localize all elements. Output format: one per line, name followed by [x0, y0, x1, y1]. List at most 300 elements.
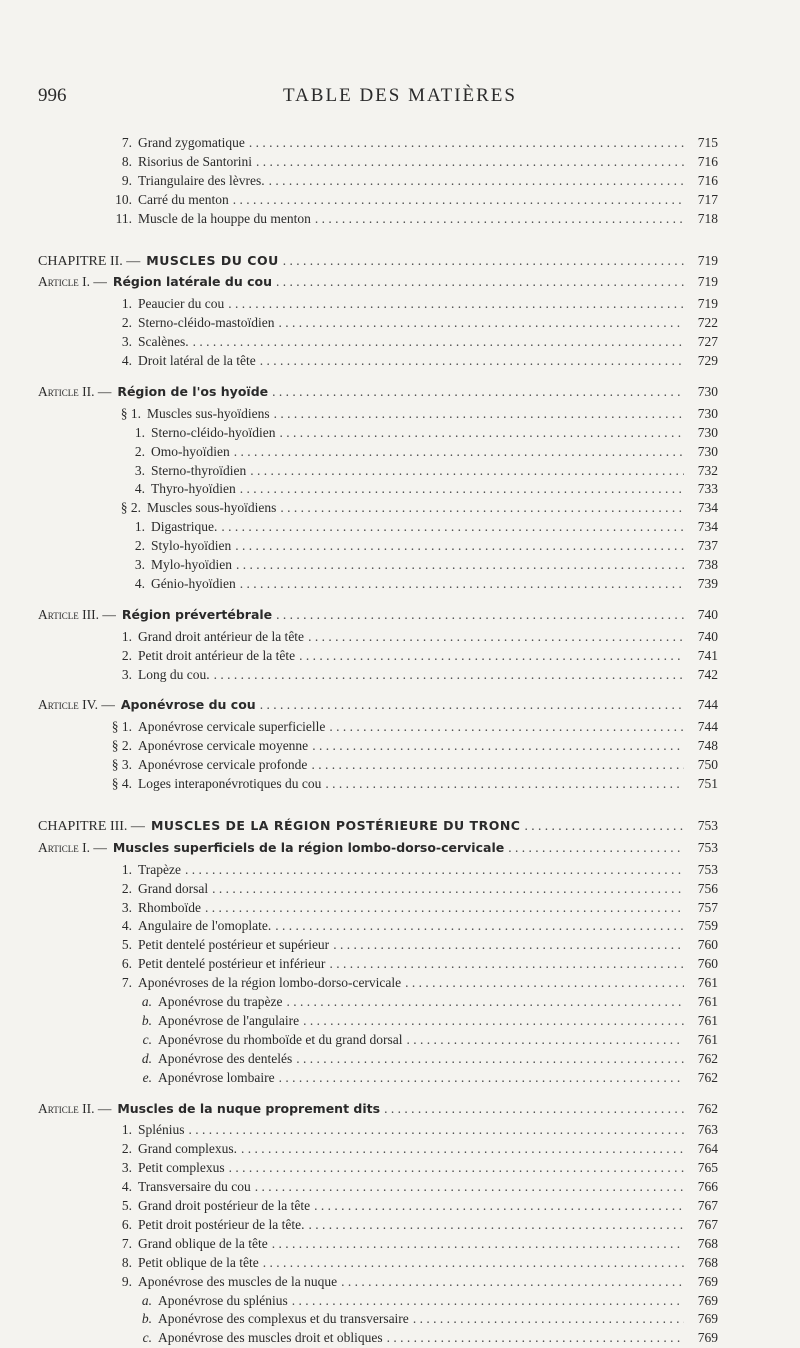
- toc-number: 1.: [121, 296, 132, 312]
- toc-title: Omo-hyoïdien: [151, 443, 230, 459]
- toc-number: § 2.: [120, 500, 141, 516]
- dot-leader: [283, 251, 684, 271]
- toc-row-subitem: [125, 574, 718, 594]
- toc-page-number: 761: [697, 1031, 718, 1047]
- toc-label: [110, 351, 256, 371]
- toc-number: 3.: [134, 557, 145, 572]
- toc-page-number: 738: [697, 557, 718, 572]
- toc-title: Muscles superficiels de la région lombo-dorso-cervicale: [112, 839, 505, 855]
- dot-leader: [314, 1196, 684, 1216]
- dot-leader: [228, 294, 684, 314]
- dot-leader: [249, 133, 684, 153]
- toc-number: 3.: [134, 462, 145, 478]
- toc-label: [38, 251, 279, 272]
- toc-row-item: [110, 665, 718, 685]
- toc-row-item: [110, 1215, 718, 1235]
- toc-number: Article II. —: [38, 1100, 112, 1116]
- toc-label: [125, 479, 236, 499]
- toc-title: Aponévrose du splénius: [158, 1292, 288, 1308]
- toc-title: Risorius de Santorini: [138, 153, 252, 169]
- dot-leader: [272, 382, 684, 402]
- toc-page-number: 763: [697, 1122, 718, 1138]
- toc-number: 6.: [121, 956, 132, 972]
- toc-row-chapter: [38, 251, 718, 271]
- toc-title: Transversaire du cou: [138, 1179, 251, 1195]
- toc-number: Article I. —: [38, 839, 107, 855]
- toc-title: Droit latéral de la tête: [138, 353, 256, 368]
- toc-title: MUSCLES DE LA RÉGION POSTÉRIEURE DU TRONC: [150, 817, 521, 833]
- toc-number: c.: [142, 1031, 152, 1047]
- toc-title: Loges interaponévrotiques du cou: [138, 776, 322, 791]
- toc-label: [125, 461, 246, 481]
- dot-leader: [240, 479, 684, 499]
- toc-number: 3.: [121, 1160, 132, 1176]
- toc-label: [110, 1272, 337, 1292]
- dot-leader: [405, 973, 684, 993]
- toc-label: [38, 272, 272, 292]
- toc-number: d.: [141, 1050, 152, 1066]
- toc-row-section: [117, 404, 718, 424]
- toc-page-number: 751: [697, 776, 718, 791]
- toc-page-number: 761: [697, 975, 718, 991]
- toc-row-item: [110, 954, 718, 974]
- dot-leader: [308, 627, 684, 647]
- toc-label: [125, 442, 230, 462]
- toc-row-chapter: [38, 816, 718, 836]
- toc-row-sub: [134, 1328, 718, 1348]
- toc-page-number: 740: [697, 606, 718, 622]
- toc-page-number: 734: [697, 519, 718, 535]
- toc-row-item: [110, 171, 718, 191]
- toc-label: [110, 1234, 268, 1254]
- toc-title: Triangulaire des lèvres.: [138, 172, 265, 188]
- dot-leader: [205, 898, 684, 918]
- toc-row-subitem: [125, 555, 718, 575]
- toc-page-number: 729: [697, 353, 718, 368]
- toc-title: Aponévrose du trapèze: [158, 994, 283, 1009]
- toc-number: 2.: [121, 880, 132, 896]
- toc-label: [110, 755, 307, 775]
- dot-leader: [276, 272, 684, 292]
- toc-page-number: 730: [697, 443, 718, 459]
- toc-row-item: [110, 973, 718, 993]
- toc-label: [110, 1196, 310, 1216]
- toc-row-item: [110, 755, 718, 775]
- toc-row-item: [110, 646, 718, 666]
- toc-number: 1.: [134, 424, 145, 440]
- toc-label: [110, 1158, 225, 1178]
- toc-label: [117, 404, 270, 424]
- toc-title: Aponévrose du rhomboïde et du grand dorsal: [158, 1031, 403, 1047]
- dot-leader: [193, 332, 684, 352]
- toc-page-number: 719: [697, 274, 718, 290]
- toc-row-subitem: [125, 517, 718, 537]
- toc-label: [125, 536, 231, 556]
- dot-leader: [229, 1158, 684, 1178]
- toc-row-item: [110, 1177, 718, 1197]
- dot-leader: [296, 1049, 684, 1069]
- toc-row-item: [110, 294, 718, 314]
- toc-page-number: 718: [697, 210, 718, 226]
- toc-label: [134, 1291, 288, 1311]
- toc-title: Thyro-hyoïdien: [151, 481, 236, 497]
- toc-label: [134, 1030, 402, 1050]
- toc-row-article: [38, 382, 718, 402]
- toc-number: § 1.: [120, 405, 141, 421]
- toc-label: [38, 382, 268, 402]
- toc-title: Muscles sous-hyoïdiens: [147, 500, 277, 516]
- toc-title: Aponévrose de l'angulaire: [158, 1012, 300, 1028]
- toc-row-item: [110, 898, 718, 918]
- toc-row-item: [110, 209, 718, 229]
- toc-row-article: [38, 605, 718, 625]
- toc-number: b.: [141, 1311, 152, 1327]
- toc-label: [125, 555, 232, 575]
- toc-row-subitem: [125, 423, 718, 443]
- toc-row-article: [38, 838, 718, 858]
- toc-number: a.: [141, 994, 152, 1009]
- toc-page-number: 753: [697, 839, 718, 855]
- toc-row-sub: [134, 1049, 718, 1069]
- toc-title: Grand complexus.: [138, 1141, 237, 1157]
- dot-leader: [272, 1234, 684, 1254]
- dot-leader: [234, 442, 684, 462]
- toc-number: 4.: [121, 918, 132, 934]
- toc-label: [110, 898, 201, 918]
- toc-page-number: 730: [697, 405, 718, 421]
- toc-row-sub: [134, 1068, 718, 1088]
- toc-number: Article II. —: [38, 383, 112, 399]
- toc-label: [110, 717, 325, 737]
- toc-number: e.: [142, 1069, 152, 1085]
- dot-leader: [212, 879, 684, 899]
- toc-title: Carré du menton: [138, 191, 229, 207]
- dot-leader: [260, 351, 684, 371]
- toc-label: [38, 695, 256, 715]
- toc-row-item: [110, 1196, 718, 1216]
- toc-label: [110, 935, 329, 955]
- toc-row-item: [110, 1158, 718, 1178]
- toc-page-number: 740: [697, 628, 718, 644]
- toc-page-number: 767: [697, 1198, 718, 1213]
- toc-label: [110, 1215, 304, 1235]
- dot-leader: [384, 1099, 684, 1119]
- toc-page-number: 732: [697, 462, 718, 478]
- dot-leader: [406, 1030, 684, 1050]
- dot-leader: [189, 1120, 684, 1140]
- toc-number: 5.: [121, 1198, 132, 1213]
- toc-page-number: 715: [697, 135, 718, 150]
- toc-label: [110, 627, 304, 647]
- toc-page-number: 742: [697, 666, 718, 682]
- dot-leader: [315, 209, 684, 229]
- dot-leader: [508, 838, 684, 858]
- toc-title: Aponévroses de la région lombo-dorso-cervicale: [138, 975, 402, 991]
- toc-number: 4.: [134, 575, 145, 591]
- toc-page-number: 753: [697, 861, 718, 877]
- toc-label: [110, 916, 271, 936]
- toc-page-number: 730: [697, 424, 718, 440]
- toc-row-item: [110, 332, 718, 352]
- toc-title: Aponévrose des muscles de la nuque: [138, 1273, 338, 1289]
- toc-row-item: [110, 860, 718, 880]
- toc-page-number: 769: [697, 1273, 718, 1289]
- toc-page-number: 760: [697, 937, 718, 953]
- dot-leader: [274, 404, 684, 424]
- dot-leader: [286, 992, 684, 1012]
- dot-leader: [263, 1253, 684, 1273]
- toc-label: [110, 1253, 259, 1273]
- toc-number: 1.: [121, 1122, 132, 1138]
- toc-page-number: 769: [697, 1311, 718, 1327]
- toc-number: 1.: [121, 628, 132, 644]
- dot-leader: [241, 1139, 684, 1159]
- toc-row-item: [110, 1120, 718, 1140]
- toc-number: 7.: [121, 1235, 132, 1251]
- toc-title: Grand droit antérieur de la tête: [138, 628, 305, 644]
- toc-page-number: 717: [697, 191, 718, 207]
- toc-number: 2.: [121, 315, 132, 331]
- toc-number: CHAPITRE II. —: [38, 253, 141, 269]
- toc-number: 1.: [121, 861, 132, 877]
- toc-label: [110, 1139, 237, 1159]
- toc-label: [125, 574, 236, 594]
- toc-page-number: 764: [697, 1141, 718, 1157]
- toc-label: [117, 498, 276, 518]
- toc-row-sub: [134, 1030, 718, 1050]
- toc-row-subitem: [125, 479, 718, 499]
- dot-leader: [303, 1011, 684, 1031]
- toc-label: [110, 774, 321, 794]
- toc-row-article: [38, 1099, 718, 1119]
- dot-leader: [221, 517, 684, 537]
- dot-leader: [312, 736, 684, 756]
- toc-number: 11.: [115, 210, 132, 226]
- toc-title: Région prévertébrale: [121, 606, 273, 622]
- toc-row-item: [110, 916, 718, 936]
- toc-number: 2.: [121, 1141, 132, 1157]
- toc-number: 9.: [121, 172, 132, 188]
- dot-leader: [325, 774, 684, 794]
- toc-page-number: 756: [697, 880, 718, 896]
- toc-label: [134, 1328, 383, 1348]
- dot-leader: [260, 695, 684, 715]
- toc-number: 10.: [115, 191, 132, 207]
- toc-label: [110, 209, 311, 229]
- toc-page-number: 769: [697, 1330, 718, 1346]
- toc-page-number: 716: [697, 153, 718, 169]
- toc-page-number: 737: [697, 538, 718, 554]
- toc-row-item: [110, 133, 718, 153]
- toc-number: 7.: [121, 975, 132, 991]
- toc-title: Aponévrose cervicale superficielle: [138, 719, 326, 735]
- toc-page-number: 719: [697, 296, 718, 312]
- toc-page-number: 739: [697, 575, 718, 591]
- toc-page-number: 733: [697, 481, 718, 497]
- toc-row-item: [110, 717, 718, 737]
- toc-title: Aponévrose cervicale profonde: [138, 757, 308, 773]
- toc-number: 3.: [121, 899, 132, 915]
- toc-label: [110, 332, 189, 352]
- toc-page-number: 716: [697, 172, 718, 188]
- toc-label: [134, 1068, 275, 1088]
- toc-row-item: [110, 774, 718, 794]
- toc-page-number: 768: [697, 1235, 718, 1251]
- toc-number: b.: [141, 1012, 152, 1028]
- page-header: [38, 85, 762, 109]
- toc-label: [134, 992, 282, 1012]
- toc-page-number: 734: [697, 500, 718, 516]
- toc-title: Petit droit postérieur de la tête.: [138, 1216, 305, 1232]
- toc-row-item: [110, 152, 718, 172]
- dot-leader: [185, 860, 684, 880]
- toc-title: Trapèze: [138, 861, 181, 877]
- toc-number: 4.: [121, 353, 132, 368]
- toc-number: 8.: [121, 1254, 132, 1270]
- toc-title: Sterno-thyroïdien: [151, 462, 247, 478]
- toc-label: [134, 1049, 292, 1069]
- toc-page-number: 722: [697, 315, 718, 331]
- toc-label: [110, 1120, 185, 1140]
- dot-leader: [276, 605, 684, 625]
- toc-number: 2.: [134, 443, 145, 459]
- toc-label: [110, 190, 229, 210]
- toc-title: Génio-hyoïdien: [151, 575, 236, 591]
- toc-title: Peaucier du cou: [138, 296, 225, 312]
- toc-label: [110, 665, 210, 685]
- toc-page-number: 768: [697, 1254, 718, 1270]
- toc-title: Mylo-hyoïdien: [151, 557, 232, 572]
- toc-title: Long du cou.: [138, 666, 210, 682]
- toc-page-number: 765: [697, 1160, 718, 1176]
- dot-leader: [255, 1177, 684, 1197]
- toc-page-number: 741: [697, 647, 718, 663]
- toc-number: 5.: [121, 937, 132, 953]
- toc-row-item: [110, 879, 718, 899]
- toc-page-number: 757: [697, 899, 718, 915]
- toc-number: 2.: [134, 538, 145, 554]
- toc-row-subitem: [125, 461, 718, 481]
- dot-leader: [214, 665, 684, 685]
- toc-row-item: [110, 1139, 718, 1159]
- toc-row-item: [110, 627, 718, 647]
- toc-row-item: [110, 1272, 718, 1292]
- toc-title: Petit oblique de la tête: [138, 1254, 259, 1270]
- toc-number: 3.: [121, 666, 132, 682]
- dot-leader: [279, 1068, 684, 1088]
- toc-number: 6.: [121, 1216, 132, 1232]
- dot-leader: [269, 171, 684, 191]
- toc-label: [110, 171, 265, 191]
- toc-label: [110, 736, 308, 756]
- toc-page-number: 762: [697, 1050, 718, 1066]
- toc-number: 8.: [121, 153, 132, 169]
- toc-label: [38, 605, 272, 625]
- dot-leader: [280, 498, 684, 518]
- toc-title: Grand dorsal: [138, 880, 209, 896]
- toc-number: § 2.: [111, 738, 132, 754]
- toc-number: Article I. —: [38, 274, 107, 290]
- toc-page-number: 761: [697, 994, 718, 1009]
- toc-row-sub: [134, 1309, 718, 1329]
- toc-label: [110, 152, 252, 172]
- toc-row-sub: [134, 1011, 718, 1031]
- toc-number: CHAPITRE III. —: [38, 818, 145, 834]
- dot-leader: [329, 954, 684, 974]
- toc-label: [125, 423, 275, 443]
- dot-leader: [387, 1328, 684, 1348]
- toc-row-subitem: [125, 536, 718, 556]
- toc-title: Petit dentelé postérieur et supérieur: [138, 937, 330, 953]
- toc-label: [134, 1309, 409, 1329]
- dot-leader: [275, 916, 684, 936]
- toc-title: Région de l'os hyoïde: [117, 383, 269, 399]
- page-number: 996: [38, 85, 67, 106]
- toc-title: Digastrique.: [151, 519, 218, 535]
- toc-title: Rhomboïde: [138, 899, 201, 915]
- toc-title: Petit complexus: [138, 1160, 225, 1176]
- toc-page-number: 727: [697, 334, 718, 350]
- toc-row-item: [110, 190, 718, 210]
- dot-leader: [278, 313, 684, 333]
- dot-leader: [308, 1215, 684, 1235]
- toc-row-item: [110, 736, 718, 756]
- dot-leader: [524, 816, 684, 836]
- toc-label: [134, 1011, 299, 1031]
- toc-page-number: 744: [697, 719, 718, 735]
- toc-number: 4.: [121, 1179, 132, 1195]
- toc-page-number: 759: [697, 918, 718, 934]
- toc-title: Angulaire de l'omoplate.: [138, 918, 272, 934]
- toc-label: [38, 838, 504, 858]
- toc-title: Aponévrose des complexus et du transversaire: [158, 1311, 409, 1327]
- toc-title: Splénius: [138, 1122, 185, 1138]
- toc-page-number: 748: [697, 738, 718, 754]
- toc-title: Aponévrose lombaire: [158, 1069, 275, 1085]
- toc-label: [110, 973, 401, 993]
- toc-label: [110, 860, 181, 880]
- toc-row-sub: [134, 1291, 718, 1311]
- toc-label: [110, 133, 245, 153]
- dot-leader: [236, 555, 684, 575]
- toc-page-number: 750: [697, 757, 718, 773]
- toc-page-number: 761: [697, 1012, 718, 1028]
- toc-title: Muscles sus-hyoïdiens: [147, 405, 270, 421]
- toc-number: Article IV. —: [38, 697, 115, 713]
- toc-title: Grand droit postérieur de la tête: [138, 1198, 311, 1213]
- toc-title: Aponévrose du cou: [120, 697, 256, 713]
- dot-leader: [413, 1309, 684, 1329]
- toc-title: Petit dentelé postérieur et inférieur: [138, 956, 326, 972]
- page-title: TABLE DES MATIÈRES: [283, 85, 517, 106]
- dot-leader: [256, 152, 684, 172]
- toc-title: Aponévrose des muscles droit et obliques: [158, 1330, 383, 1346]
- toc-label: [110, 646, 295, 666]
- toc-label: [110, 313, 274, 333]
- toc-number: 2.: [121, 647, 132, 663]
- toc-page-number: 719: [697, 252, 718, 268]
- toc-title: Scalènes.: [138, 334, 189, 350]
- toc-row-item: [110, 935, 718, 955]
- dot-leader: [333, 935, 684, 955]
- toc-label: [110, 294, 224, 314]
- toc-number: § 4.: [111, 776, 132, 791]
- toc-row-item: [110, 351, 718, 371]
- toc-title: MUSCLES DU COU: [146, 252, 279, 268]
- toc-page-number: 766: [697, 1179, 718, 1195]
- toc-label: [125, 517, 217, 537]
- dot-leader: [329, 717, 684, 737]
